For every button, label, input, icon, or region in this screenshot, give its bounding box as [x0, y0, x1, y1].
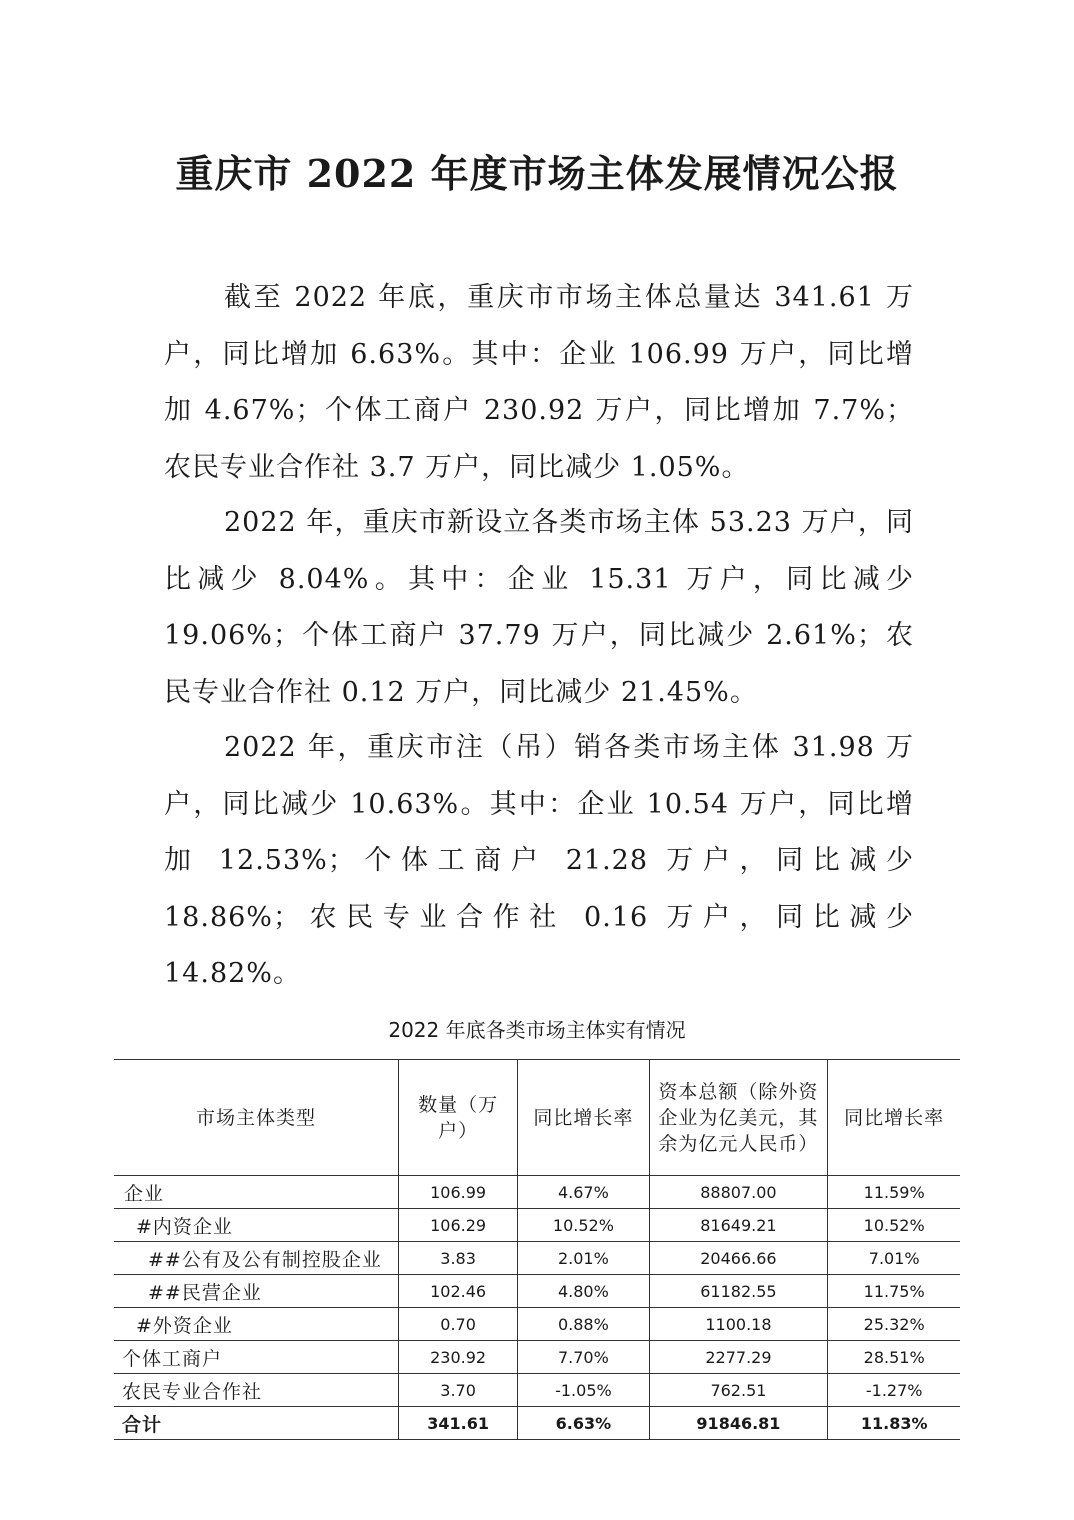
row-count-growth: -1.05% [518, 1374, 649, 1407]
row-count: 3.83 [398, 1242, 517, 1275]
header-count-growth: 同比增长率 [518, 1060, 649, 1176]
row-type: ##公有及公有制控股企业 [114, 1242, 398, 1275]
row-capital-growth: 7.01% [828, 1242, 960, 1275]
total-type: 合计 [114, 1407, 398, 1440]
header-capital-growth: 同比增长率 [828, 1060, 960, 1176]
row-capital: 1100.18 [649, 1308, 828, 1341]
table-title: 2022 年底各类市场主体实有情况 [388, 1018, 686, 1042]
row-capital: 88807.00 [649, 1176, 828, 1209]
row-capital-growth: -1.27% [828, 1374, 960, 1407]
row-capital: 20466.66 [649, 1242, 828, 1275]
table-row [114, 1374, 960, 1407]
table-header-row [114, 1060, 960, 1176]
row-capital: 61182.55 [649, 1275, 828, 1308]
row-count: 106.29 [398, 1209, 517, 1242]
header-count: 数量（万户） [398, 1060, 517, 1176]
document-title: 重庆市 2022 年度市场主体发展情况公报 [175, 151, 899, 196]
paragraph-cancellations: 2022 年，重庆市注（吊）销各类市场主体 31.98 万户，同比减少 10.63%。其中：企业 10.54 万户，同比增加 12.53%；个体工商户 21.28 万户，同比减少 18.86%；农民专业合作社 0.16 万户，同比减少 14.82%。 [164, 732, 914, 989]
table-row [114, 1308, 960, 1341]
table-row [114, 1242, 960, 1275]
row-type: #外资企业 [114, 1308, 398, 1341]
row-count: 106.99 [398, 1176, 517, 1209]
row-capital-growth: 11.59% [828, 1176, 960, 1209]
row-capital-growth: 28.51% [828, 1341, 960, 1374]
row-count-growth: 7.70% [518, 1341, 649, 1374]
table-row [114, 1275, 960, 1308]
row-type: 企业 [114, 1176, 398, 1209]
row-capital-growth: 11.75% [828, 1275, 960, 1308]
row-count-growth: 4.80% [518, 1275, 649, 1308]
paragraph-new-registrations: 2022 年，重庆市新设立各类市场主体 53.23 万户，同比减少 8.04%。其中：企业 15.31 万户，同比减少 19.06%；个体工商户 37.79 万户，同比减少 2.61%；农民专业合作社 0.12 万户，同比减少 21.45%。 [164, 507, 914, 708]
row-capital-growth: 25.32% [828, 1308, 960, 1341]
table-row [114, 1176, 960, 1209]
total-count: 341.61 [398, 1407, 517, 1440]
row-count-growth: 4.67% [518, 1176, 649, 1209]
total-capital: 91846.81 [649, 1407, 828, 1440]
row-type: #内资企业 [114, 1209, 398, 1242]
table-row [114, 1341, 960, 1374]
row-capital: 762.51 [649, 1374, 828, 1407]
row-count-growth: 10.52% [518, 1209, 649, 1242]
row-count: 3.70 [398, 1374, 517, 1407]
row-count-growth: 0.88% [518, 1308, 649, 1341]
row-count: 230.92 [398, 1341, 517, 1374]
row-type: ##民营企业 [114, 1275, 398, 1308]
total-capital-growth: 11.83% [828, 1407, 960, 1440]
row-count: 0.70 [398, 1308, 517, 1341]
header-type: 市场主体类型 [114, 1060, 398, 1176]
table-total-row [114, 1407, 960, 1440]
row-count: 102.46 [398, 1275, 517, 1308]
table-row [114, 1209, 960, 1242]
header-capital: 资本总额（除外资企业为亿美元，其余为亿元人民币） [649, 1060, 828, 1176]
total-count-growth: 6.63% [518, 1407, 649, 1440]
row-type: 个体工商户 [114, 1341, 398, 1374]
market-entities-table [114, 1059, 960, 1440]
row-capital: 2277.29 [649, 1341, 828, 1374]
row-capital-growth: 10.52% [828, 1209, 960, 1242]
row-capital: 81649.21 [649, 1209, 828, 1242]
paragraph-total: 截至 2022 年底，重庆市市场主体总量达 341.61 万户，同比增加 6.63%。其中：企业 106.99 万户，同比增加 4.67%；个体工商户 230.92 万户，同比增加 7.7%；农民专业合作社 3.7 万户，同比减少 1.05%。 [164, 282, 914, 483]
row-type: 农民专业合作社 [114, 1374, 398, 1407]
row-count-growth: 2.01% [518, 1242, 649, 1275]
